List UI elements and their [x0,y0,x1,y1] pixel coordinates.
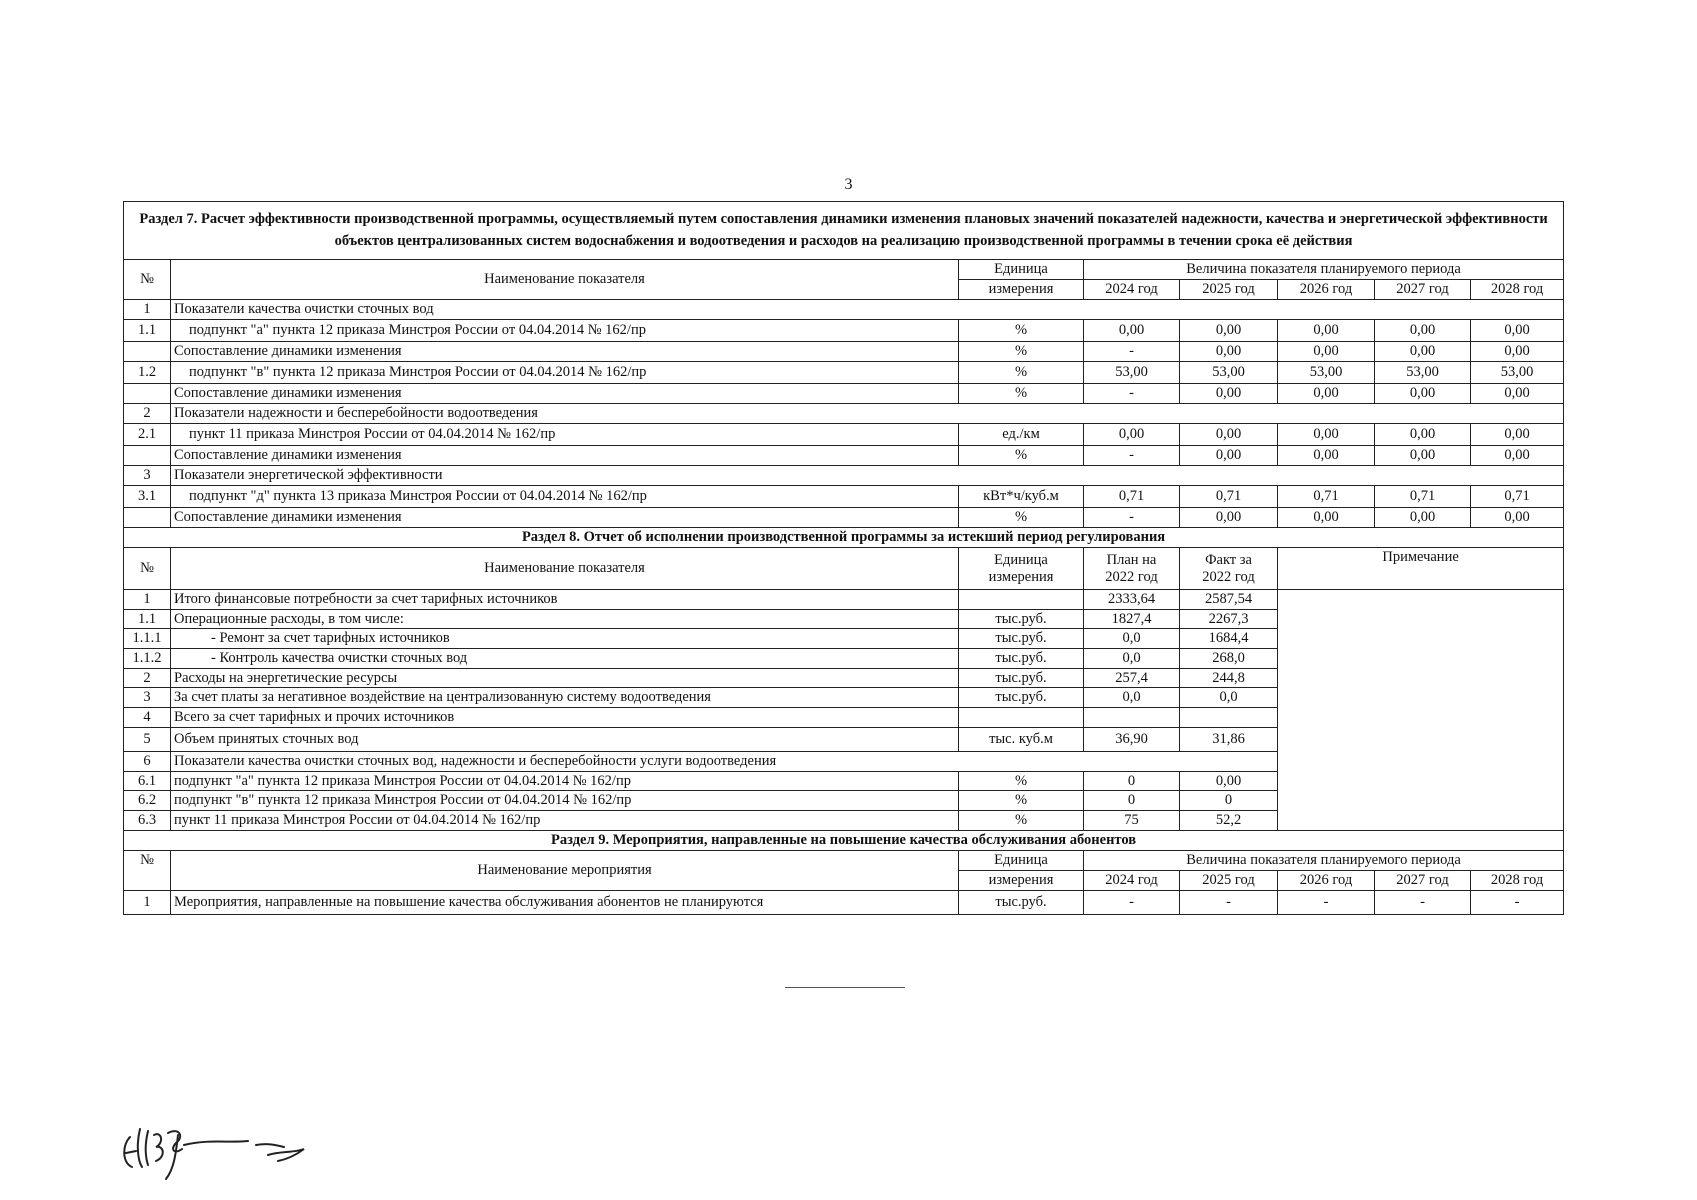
note-cell [1278,590,1564,831]
header-fact: Факт за 2022 год [1180,548,1278,590]
group-heading: Показатели энергетической эффективности [171,466,1564,486]
row-num: 2.1 [124,424,171,446]
header-unit-2: измерения [959,870,1084,890]
row-num [124,508,171,528]
plan-cell: 1827,4 [1084,609,1180,629]
header-name: Наименование показателя [171,548,959,590]
indicator-name: пункт 11 приказа Минстроя России от 04.04.2014 № 162/пр [171,811,959,831]
unit-cell: % [959,508,1084,528]
fact-cell: 52,2 [1180,811,1278,831]
unit-cell: тыс.руб. [959,668,1084,688]
unit-cell: % [959,791,1084,811]
unit-cell: % [959,342,1084,362]
indicator-name: За счет платы за негативное воздействие на централизованную систему водоотведения [171,688,959,708]
indicator-name: пункт 11 приказа Минстроя России от 04.04.2014 № 162/пр [171,424,959,446]
section8-title: Раздел 8. Отчет об исполнении производственной программы за истекший период регулирования [124,528,1564,548]
row-num: 5 [124,727,171,751]
value-cell: 0,00 [1180,446,1278,466]
header-year: 2025 год [1180,280,1278,300]
unit-cell: % [959,771,1084,791]
unit-cell: % [959,446,1084,466]
row-num: 2 [124,668,171,688]
unit-cell: тыс.руб. [959,688,1084,708]
section9-title: Раздел 9. Мероприятия, направленные на повышение качества обслуживания абонентов [124,830,1564,850]
unit-cell: % [959,811,1084,831]
group-heading: Показатели качества очистки сточных вод, надежности и бесперебойности услуги водоотведения [171,751,1278,771]
fact-cell: 1684,4 [1180,629,1278,649]
value-cell: - [1084,342,1180,362]
row-num: 1.1 [124,320,171,342]
value-cell: 0,00 [1375,424,1471,446]
header-year: 2028 год [1471,870,1564,890]
header-name: Наименование показателя [171,260,959,300]
indicator-name: Сопоставление динамики изменения [171,446,959,466]
plan-cell: 0 [1084,791,1180,811]
header-unit: Единица [959,260,1084,280]
indicator-name: Операционные расходы, в том числе: [171,609,959,629]
header-unit-2: измерения [959,280,1084,300]
header-year: 2024 год [1084,280,1180,300]
header-period: Величина показателя планируемого периода [1084,850,1564,870]
value-cell: 0,00 [1375,342,1471,362]
unit-cell [959,590,1084,610]
value-cell: 0,00 [1180,342,1278,362]
value-cell: 0,00 [1084,424,1180,446]
value-cell: 0,00 [1180,424,1278,446]
header-year: 2024 год [1084,870,1180,890]
value-cell: - [1375,890,1471,914]
unit-cell: % [959,320,1084,342]
unit-cell: % [959,362,1084,384]
fact-cell [1180,708,1278,728]
indicator-name: Расходы на энергетические ресурсы [171,668,959,688]
unit-cell: тыс.руб. [959,609,1084,629]
plan-cell: 257,4 [1084,668,1180,688]
indicator-name: подпункт "в" пункта 12 приказа Минстроя России от 04.04.2014 № 162/пр [171,362,959,384]
indicator-name: подпункт "а" пункта 12 приказа Минстроя России от 04.04.2014 № 162/пр [171,320,959,342]
row-num: 3.1 [124,486,171,508]
measure-name: Мероприятия, направленные на повышение качества обслуживания абонентов не планируются [171,890,959,914]
value-cell: - [1084,508,1180,528]
row-num: 6 [124,751,171,771]
value-cell: 0,00 [1278,384,1375,404]
value-cell: 0,00 [1180,384,1278,404]
value-cell: 53,00 [1180,362,1278,384]
indicator-name: подпункт "в" пункта 12 приказа Минстроя России от 04.04.2014 № 162/пр [171,791,959,811]
value-cell: 0,00 [1471,320,1564,342]
value-cell: - [1180,890,1278,914]
row-num [124,446,171,466]
value-cell: 0,00 [1278,320,1375,342]
value-cell: - [1278,890,1375,914]
row-num: 1.1 [124,609,171,629]
signature [118,1115,318,1185]
value-cell: 0,71 [1084,486,1180,508]
plan-cell: 2333,64 [1084,590,1180,610]
value-cell: 0,00 [1471,342,1564,362]
value-cell: 53,00 [1084,362,1180,384]
plan-cell: 0,0 [1084,688,1180,708]
row-num: 1.2 [124,362,171,384]
value-cell: 0,00 [1278,342,1375,362]
header-year: 2027 год [1375,870,1471,890]
value-cell: 0,00 [1180,508,1278,528]
header-year: 2026 год [1278,870,1375,890]
plan-cell: 0,0 [1084,649,1180,669]
section7-title: Раздел 7. Расчет эффективности производственной программы, осуществляемый путем сопоставления динамики изменения плановых значений показателей надежности, качества и энергетической эффективности объектов централизованных систем водоснабжения и водоотведения и расходов на реализацию производственной программы в течении срока её действия [124,202,1564,260]
header-year: 2027 год [1375,280,1471,300]
unit-cell: ед./км [959,424,1084,446]
header-year: 2028 год [1471,280,1564,300]
fact-cell: 268,0 [1180,649,1278,669]
value-cell: 0,00 [1375,508,1471,528]
indicator-name: подпункт "д" пункта 13 приказа Минстроя России от 04.04.2014 № 162/пр [171,486,959,508]
row-num: 6.1 [124,771,171,791]
value-cell: 0,71 [1471,486,1564,508]
header-note: Примечание [1278,548,1564,590]
value-cell: 0,00 [1375,446,1471,466]
row-num: 3 [124,466,171,486]
value-cell: 0,00 [1375,384,1471,404]
header-unit: Единица [959,850,1084,870]
row-num: 1.1.2 [124,649,171,669]
indicator-name: - Ремонт за счет тарифных источников [171,629,959,649]
group-heading: Показатели надежности и бесперебойности водоотведения [171,404,1564,424]
value-cell: 0,00 [1180,320,1278,342]
indicator-name: Всего за счет тарифных и прочих источников [171,708,959,728]
unit-cell: тыс.руб. [959,629,1084,649]
indicator-name: Сопоставление динамики изменения [171,508,959,528]
value-cell: - [1084,446,1180,466]
unit-cell: % [959,384,1084,404]
value-cell: 0,00 [1471,508,1564,528]
unit-cell: тыс. куб.м [959,727,1084,751]
header-unit: Единица измерения [959,548,1084,590]
value-cell: 0,00 [1278,424,1375,446]
group-heading: Показатели качества очистки сточных вод [171,300,1564,320]
indicator-name: Сопоставление динамики изменения [171,342,959,362]
header-year: 2026 год [1278,280,1375,300]
fact-cell: 2587,54 [1180,590,1278,610]
indicator-name: Сопоставление динамики изменения [171,384,959,404]
fact-cell: 2267,3 [1180,609,1278,629]
fact-cell: 0 [1180,791,1278,811]
value-cell: 0,71 [1278,486,1375,508]
value-cell: 53,00 [1278,362,1375,384]
row-num: 6.2 [124,791,171,811]
header-num: № [124,850,171,890]
row-num: 1 [124,890,171,914]
plan-cell: 36,90 [1084,727,1180,751]
value-cell: 0,00 [1278,446,1375,466]
fact-cell: 0,00 [1180,771,1278,791]
row-num: 1 [124,300,171,320]
plan-cell: 0 [1084,771,1180,791]
indicator-name: Итого финансовые потребности за счет тарифных источников [171,590,959,610]
header-name: Наименование мероприятия [171,850,959,890]
fact-cell: 0,0 [1180,688,1278,708]
value-cell: 53,00 [1471,362,1564,384]
value-cell: 0,00 [1471,424,1564,446]
row-num: 1 [124,590,171,610]
row-num: 4 [124,708,171,728]
value-cell: 0,00 [1084,320,1180,342]
unit-cell [959,708,1084,728]
unit-cell: тыс.руб. [959,890,1084,914]
page-number: 3 [844,176,853,193]
value-cell: 53,00 [1375,362,1471,384]
plan-cell: 75 [1084,811,1180,831]
value-cell: 0,00 [1471,446,1564,466]
value-cell: - [1084,890,1180,914]
row-num [124,384,171,404]
row-num [124,342,171,362]
indicator-name: - Контроль качества очистки сточных вод [171,649,959,669]
row-num: 1.1.1 [124,629,171,649]
unit-cell: кВт*ч/куб.м [959,486,1084,508]
value-cell: 0,00 [1471,384,1564,404]
value-cell: 0,00 [1278,508,1375,528]
fact-cell: 31,86 [1180,727,1278,751]
indicator-name: подпункт "а" пункта 12 приказа Минстроя России от 04.04.2014 № 162/пр [171,771,959,791]
end-rule [785,987,905,988]
header-year: 2025 год [1180,870,1278,890]
value-cell: 0,71 [1180,486,1278,508]
plan-cell: 0,0 [1084,629,1180,649]
header-num: № [124,260,171,300]
plan-cell [1084,708,1180,728]
document-table [123,201,1564,915]
value-cell: - [1471,890,1564,914]
row-num: 6.3 [124,811,171,831]
header-num: № [124,548,171,590]
value-cell: - [1084,384,1180,404]
header-period: Величина показателя планируемого периода [1084,260,1564,280]
fact-cell: 244,8 [1180,668,1278,688]
row-num: 3 [124,688,171,708]
unit-cell: тыс.руб. [959,649,1084,669]
header-plan: План на 2022 год [1084,548,1180,590]
indicator-name: Объем принятых сточных вод [171,727,959,751]
row-num: 2 [124,404,171,424]
value-cell: 0,00 [1375,320,1471,342]
value-cell: 0,71 [1375,486,1471,508]
